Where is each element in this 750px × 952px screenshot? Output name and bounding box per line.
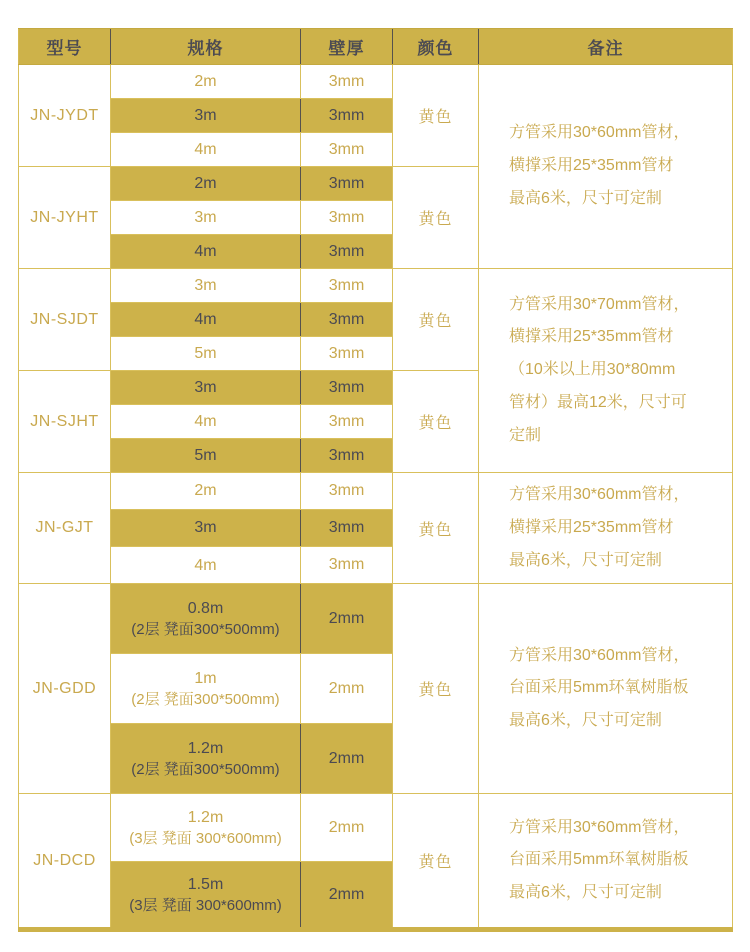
spec-cell: [111, 133, 301, 167]
color-cell: 黄色: [393, 269, 479, 371]
spec-cell: [111, 167, 301, 201]
thickness-cell: 3mm: [301, 133, 393, 167]
spec-value: 2m: [194, 174, 217, 192]
color-cell: 黄色: [393, 167, 479, 269]
spec-cell: [111, 65, 301, 99]
spec-value: 5m: [194, 446, 217, 464]
thickness-cell: 2mm: [301, 794, 393, 862]
model-cell: JN-SJHT: [19, 371, 111, 473]
spec-subvalue: (2层 凳面300*500mm): [131, 760, 280, 778]
thickness-cell: 3mm: [301, 473, 393, 510]
thickness-cell: 3mm: [301, 167, 393, 201]
header-color: 颜色: [393, 29, 479, 65]
spec-subvalue: (3层 凳面 300*600mm): [129, 829, 282, 847]
spec-cell: [111, 439, 301, 473]
remark-line: 最高6米，尺寸可定制: [509, 884, 662, 902]
thickness-cell: 3mm: [301, 65, 393, 99]
remark-line: 台面采用5mm环氧树脂板: [509, 679, 689, 697]
thickness-cell: 3mm: [301, 235, 393, 269]
spec-value: 2m: [194, 72, 217, 90]
thickness-cell: 3mm: [301, 337, 393, 371]
product-spec-table: [18, 28, 733, 932]
header-model: 型号: [19, 29, 111, 65]
remark-cell: [479, 794, 733, 930]
thickness-cell: 2mm: [301, 862, 393, 930]
spec-cell: [111, 371, 301, 405]
header-row: [19, 29, 733, 65]
thickness-cell: 3mm: [301, 547, 393, 584]
remark-line: 方管采用30*60mm管材，: [509, 124, 690, 142]
remark-cell: [479, 473, 733, 584]
header-thickness: 壁厚: [301, 29, 393, 65]
spec-value: 4m: [194, 412, 217, 430]
color-cell: 黄色: [393, 473, 479, 584]
spec-value: 4m: [194, 556, 217, 574]
thickness-cell: 3mm: [301, 99, 393, 133]
remark-cell: [479, 269, 733, 473]
model-cell: JN-GJT: [19, 473, 111, 584]
remark-line: 台面采用5mm环氧树脂板: [509, 851, 689, 869]
spec-value: 4m: [194, 310, 217, 328]
header-spec: 规格: [111, 29, 301, 65]
spec-cell: [111, 724, 301, 794]
spec-cell: [111, 794, 301, 862]
spec-cell: [111, 201, 301, 235]
spec-value: 2m: [194, 482, 217, 500]
spec-cell: [111, 269, 301, 303]
color-cell: 黄色: [393, 584, 479, 794]
spec-cell: [111, 235, 301, 269]
thickness-cell: 3mm: [301, 303, 393, 337]
thickness-cell: 2mm: [301, 724, 393, 794]
thickness-cell: 3mm: [301, 405, 393, 439]
spec-value: 3m: [194, 519, 217, 537]
thickness-cell: 3mm: [301, 371, 393, 405]
remark-line: 管材）最高12米，尺寸可: [509, 393, 687, 411]
spec-cell: [111, 584, 301, 654]
spec-value: 3m: [194, 208, 217, 226]
thickness-cell: 2mm: [301, 584, 393, 654]
remark-cell: [479, 65, 733, 269]
spec-value: 1.5m: [187, 875, 224, 893]
spec-cell: [111, 405, 301, 439]
spec-subvalue: (2层 凳面300*500mm): [131, 620, 280, 638]
model-cell: JN-GDD: [19, 584, 111, 794]
spec-cell: [111, 337, 301, 371]
spec-value: 0.8m: [187, 599, 224, 617]
spec-subvalue: (3层 凳面 300*600mm): [129, 896, 282, 914]
thickness-cell: 3mm: [301, 201, 393, 235]
spec-value: 1m: [194, 669, 217, 687]
spec-cell: [111, 303, 301, 337]
table-row: [19, 473, 733, 510]
model-cell: JN-JYHT: [19, 167, 111, 269]
remark-line: 最高6米，尺寸可定制: [509, 551, 662, 569]
thickness-cell: 3mm: [301, 269, 393, 303]
remark-line: 方管采用30*70mm管材，: [509, 295, 690, 313]
spec-cell: [111, 510, 301, 547]
spec-value: 5m: [194, 344, 217, 362]
spec-value: 1.2m: [187, 808, 224, 826]
spec-cell: [111, 547, 301, 584]
color-cell: 黄色: [393, 794, 479, 930]
spec-value: 3m: [194, 276, 217, 294]
thickness-cell: 3mm: [301, 439, 393, 473]
color-cell: 黄色: [393, 371, 479, 473]
spec-value: 4m: [194, 140, 217, 158]
table-row: [19, 794, 733, 862]
remark-cell: [479, 584, 733, 794]
model-cell: JN-DCD: [19, 794, 111, 930]
remark-line: 横撑采用25*35mm管材: [509, 328, 674, 346]
thickness-cell: 3mm: [301, 510, 393, 547]
table-row: [19, 584, 733, 654]
remark-line: 横撑采用25*35mm管材: [509, 157, 674, 175]
table-row: [19, 269, 733, 303]
spec-value: 1.2m: [187, 739, 224, 757]
remark-line: 方管采用30*60mm管材，: [509, 646, 690, 664]
model-cell: JN-JYDT: [19, 65, 111, 167]
spec-value: 4m: [194, 242, 217, 260]
remark-line: 方管采用30*60mm管材，: [509, 486, 690, 503]
table-row: [19, 65, 733, 99]
thickness-cell: 2mm: [301, 654, 393, 724]
spec-subvalue: (2层 凳面300*500mm): [131, 690, 280, 708]
remark-line: 定制: [509, 426, 542, 444]
remark-line: 最高6米，尺寸可定制: [509, 712, 662, 730]
spec-cell: [111, 473, 301, 510]
model-cell: JN-SJDT: [19, 269, 111, 371]
spec-value: 3m: [194, 378, 217, 396]
header-remark: 备注: [479, 29, 733, 65]
spec-value: 3m: [194, 106, 217, 124]
color-cell: 黄色: [393, 65, 479, 167]
spec-cell: [111, 862, 301, 930]
spec-cell: [111, 654, 301, 724]
remark-line: 方管采用30*60mm管材，: [509, 818, 690, 836]
remark-line: 横撑采用25*35mm管材: [509, 518, 674, 536]
remark-line: 最高6米，尺寸可定制: [509, 189, 662, 207]
spec-cell: [111, 99, 301, 133]
remark-line: （10米以上用30*80mm: [509, 361, 676, 379]
